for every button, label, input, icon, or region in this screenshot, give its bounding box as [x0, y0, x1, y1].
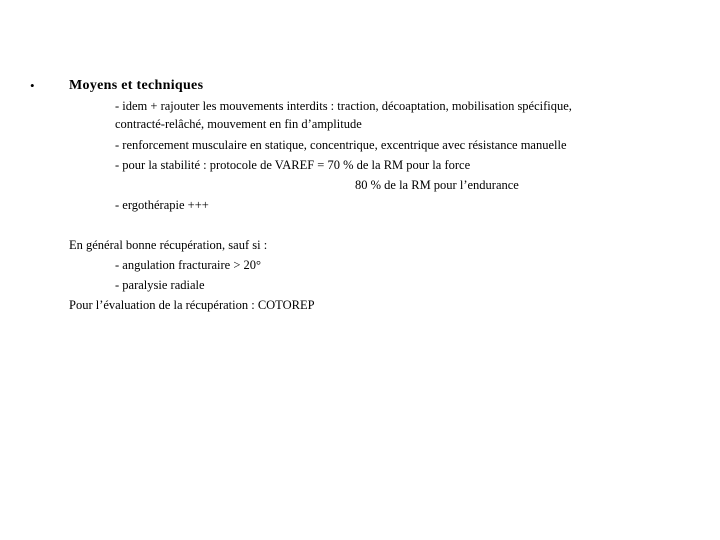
text-line-5: 80 % de la RM pour l’endurance — [355, 178, 519, 192]
section-heading: Moyens et techniques — [69, 78, 204, 93]
text-line-7: En général bonne récupération, sauf si : — [69, 238, 268, 252]
bullet-point: • — [30, 78, 35, 93]
text-line-3: - renforcement musculaire en statique, concentrique, excentrique avec résistance manuelle — [115, 138, 567, 152]
text-line-1: - idem + rajouter les mouvements interdits : traction, décoaptation, mobilisation spécifique, — [115, 99, 572, 113]
text-line-10: Pour l’évaluation de la récupération : COTOREP — [69, 298, 315, 312]
text-line-8: - angulation fracturaire > 20° — [115, 258, 262, 272]
text-line-2: contracté-relâché, mouvement en fin d’amplitude — [115, 117, 362, 131]
text-line-9: - paralysie radiale — [115, 278, 205, 292]
text-line-6: - ergothérapie +++ — [115, 198, 209, 212]
text-line-4: - pour la stabilité : protocole de VAREF = 70 % de la RM pour la force — [115, 158, 471, 172]
